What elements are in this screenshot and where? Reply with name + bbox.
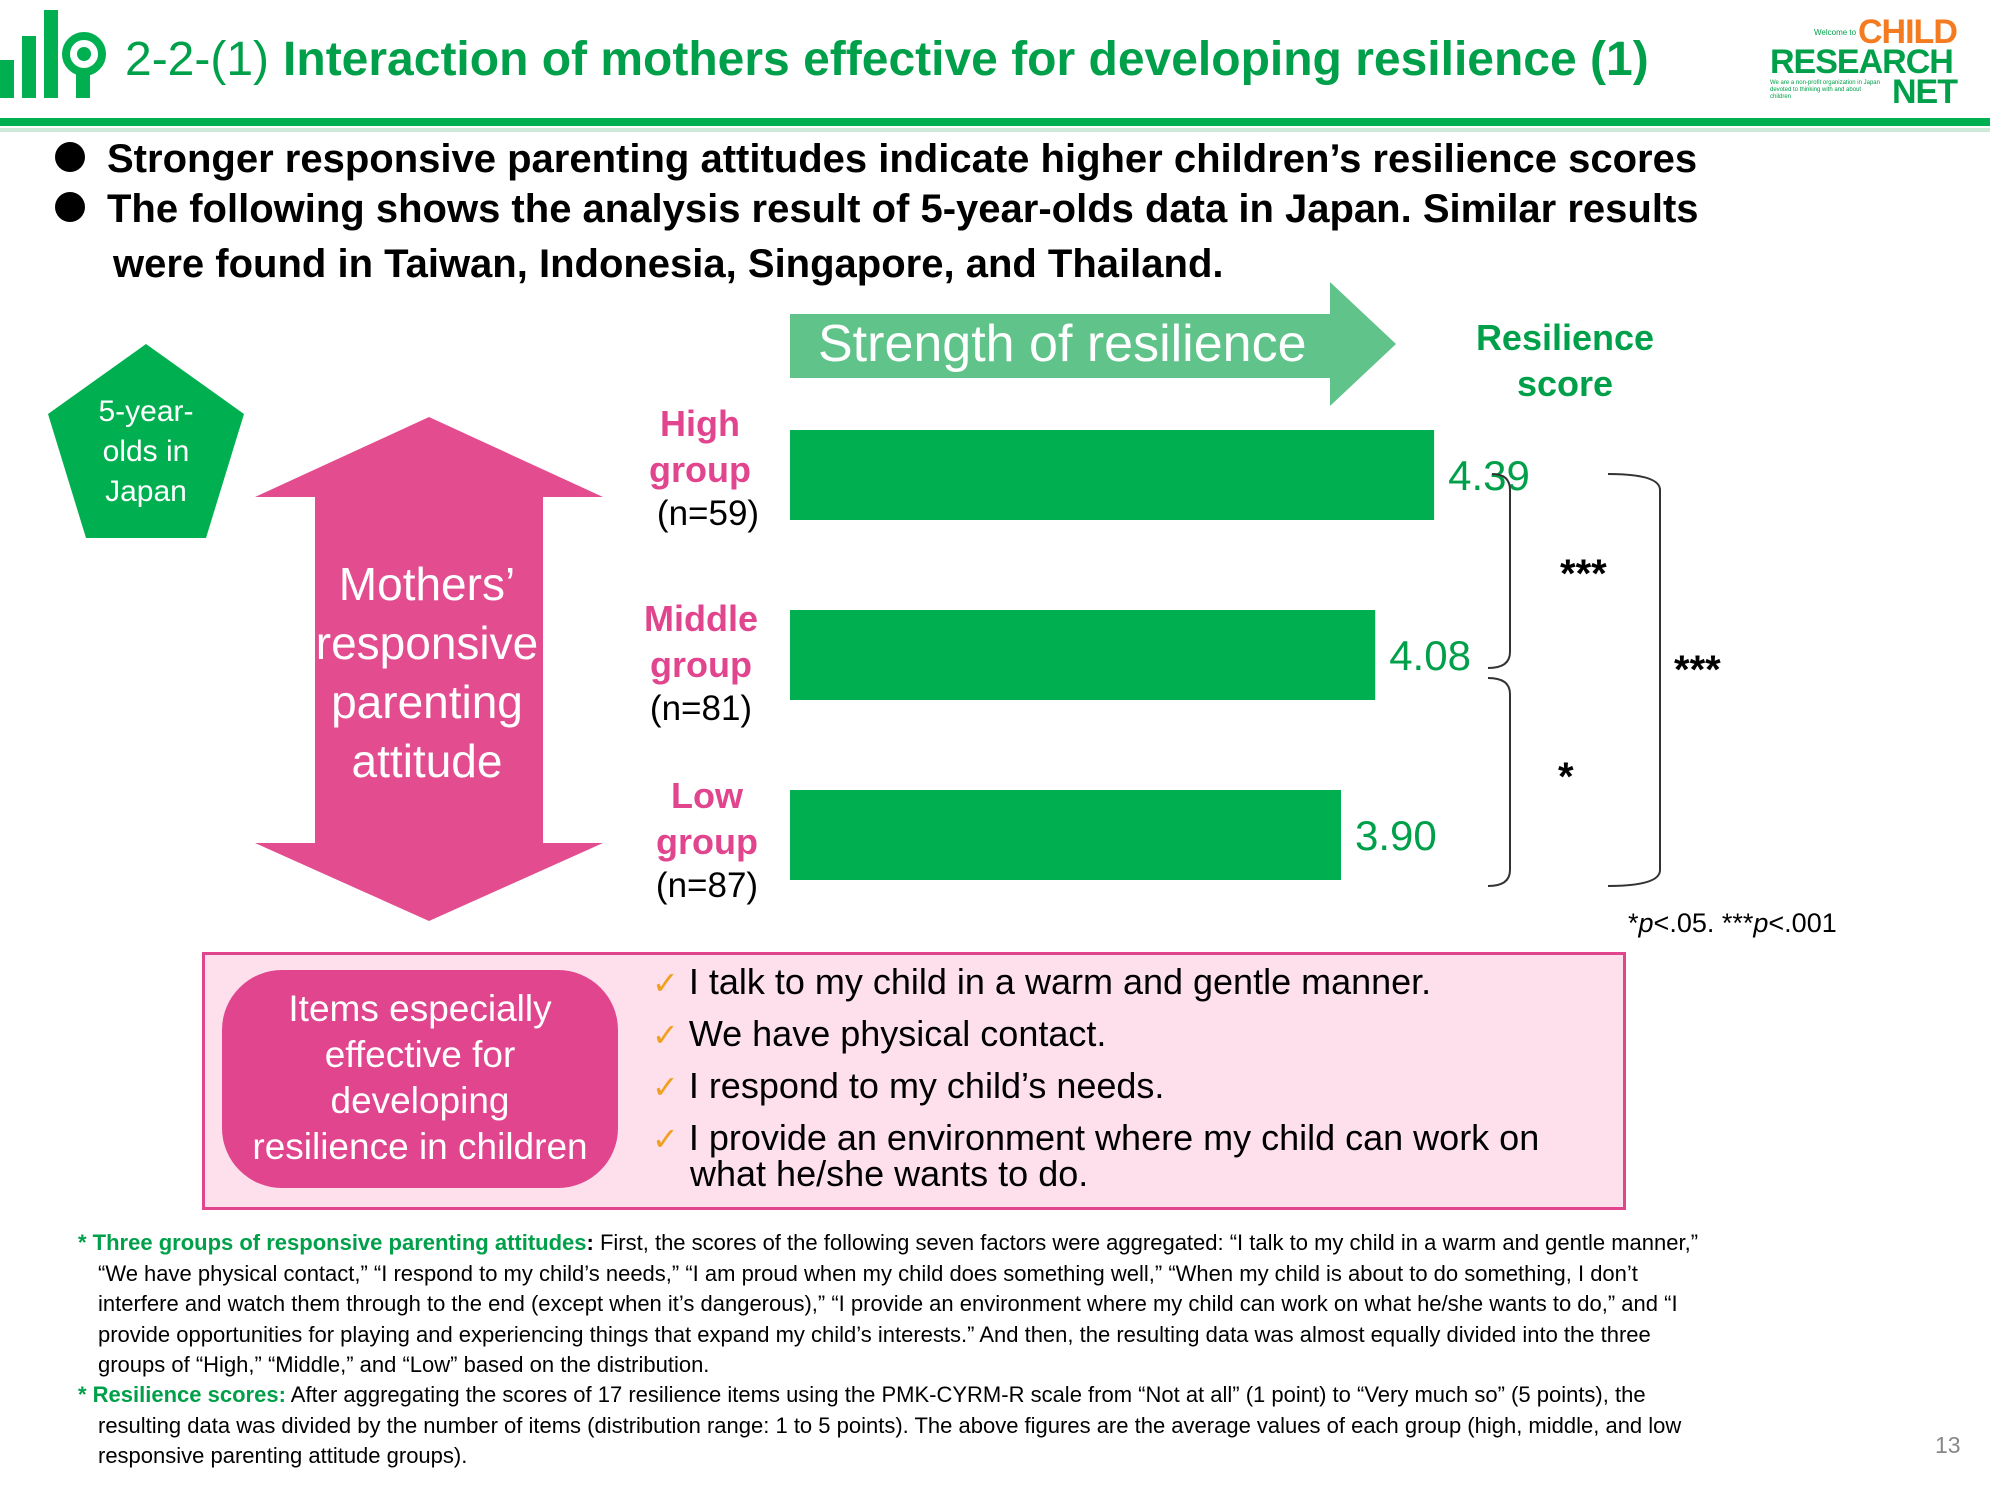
items-label: Items especially effective for developing resilience in children <box>252 988 588 1167</box>
item-1: ✓ I talk to my child in a warm and gentle manner. <box>652 961 1432 1002</box>
item-4: ✓ I provide an environment where my child can work on <box>652 1117 1540 1158</box>
child-research-net-logo <box>1770 10 1975 110</box>
logo-line3: NET <box>1892 73 1957 111</box>
footnote-resilience-scores: * Resilience scores: After aggregating the scores of 17 resilience items using the PMK-CYRM-R scale from “Not at all” (1 point) to “Very much so” (5 points), the resulting data was divided by the number of items (distribution range: 1 to 5 points). The above figures are the average values of each group (high, middle, and low responsive parenting attitude groups). <box>78 1382 1682 1468</box>
title-divider-shadow <box>0 128 1990 132</box>
mothers-arrow-label: Mothers’ responsive parenting attitude <box>315 558 539 787</box>
bullet-2-continued: were found in Taiwan, Indonesia, Singapore, and Thailand. <box>113 242 1224 286</box>
item-4-continued: what he/she wants to do. <box>690 1153 1089 1194</box>
bar-low-group <box>790 790 1341 880</box>
page-number: 13 <box>1935 1432 1961 1458</box>
significance-brackets <box>1480 460 1680 890</box>
bar-high-group <box>790 430 1434 520</box>
bar-value-label: 4.39 <box>1448 452 1530 499</box>
bracket-middle-low <box>1488 678 1510 886</box>
pentagon-label: 5-year- olds in Japan <box>98 395 194 508</box>
check-icon: ✓ <box>652 1069 679 1105</box>
logo-line1: CHILD <box>1858 13 1957 51</box>
strength-arrow-label: Strength of resilience <box>818 315 1307 373</box>
sig-middle-low: * <box>1558 755 1574 799</box>
resilience-score-label: Resilience score <box>1475 317 1655 404</box>
chart-logo-icon <box>0 8 112 100</box>
category-low: Low group (n=87) <box>655 775 759 905</box>
sig-high-middle: *** <box>1560 552 1607 596</box>
bullet-dot-icon <box>55 192 85 222</box>
category-high: High group (n=59) <box>649 403 760 533</box>
category-middle: Middle group (n=81) <box>644 598 758 728</box>
check-icon: ✓ <box>652 965 679 1001</box>
check-icon: ✓ <box>652 1121 679 1157</box>
title-number: 2-2-(1) <box>125 33 270 86</box>
bullet-2: The following shows the analysis result of 5-year-olds data in Japan. Similar results <box>55 183 1699 235</box>
item-3: ✓ I respond to my child’s needs. <box>652 1065 1165 1106</box>
logo-tagline: We are a non-profit organization in Japan devoted to thinking with and about children <box>1770 80 1880 100</box>
check-icon: ✓ <box>652 1017 679 1053</box>
bullet-1: Stronger responsive parenting attitudes indicate higher children’s resilience scores <box>55 133 1697 185</box>
title-divider <box>0 118 1990 126</box>
logo-welcome: Welcome to <box>1814 28 1857 37</box>
bar-value-label: 4.08 <box>1389 632 1471 679</box>
bar-middle-group <box>790 610 1375 700</box>
bar-value-label: 3.90 <box>1355 812 1437 859</box>
footnote-parenting-groups: * Three groups of responsive parenting attitudes: First, the scores of the following seven factors were aggregated: “I talk to my child in a warm and gentle manner,” “We have physical contact,” “I respond to my child’s needs,” “I am proud when my child does something well,” “When my child is about to do something, I don’t interfere and watch them through to the end (except when it’s dangerous),” “I provide an environment where my child can work on what he/she wants to do,” and “I provide opportunities for playing and experiencing things that expand my child’s interests.” And then, the resulting data was almost equally divided into the three groups of “High,” “Middle,” and “Low” based on the distribution. <box>78 1230 1699 1377</box>
bracket-high-middle <box>1488 474 1510 668</box>
page-title <box>125 32 1649 87</box>
sig-high-low: *** <box>1674 648 1721 692</box>
slide-header <box>0 0 1990 130</box>
bullet-dot-icon <box>55 142 85 172</box>
bracket-high-low <box>1608 474 1660 886</box>
logo-line2: RESEARCH <box>1770 43 1953 81</box>
title-text: Interaction of mothers effective for developing resilience (1) <box>283 33 1649 86</box>
item-2: ✓ We have physical contact. <box>652 1013 1107 1054</box>
p-value-note: *p<.05. ***p<.001 <box>1628 908 1837 938</box>
